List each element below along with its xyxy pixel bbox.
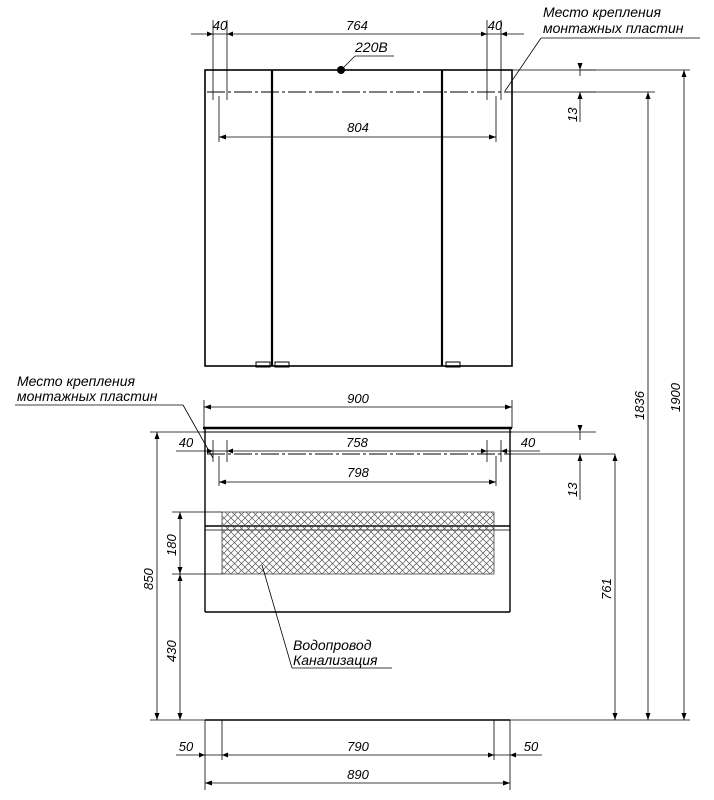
cabinet-note-leader: [505, 38, 541, 91]
power-leader: [341, 56, 355, 70]
vanity-bottom-right-label: 50: [523, 739, 539, 754]
cabinet-offset-dimension: [510, 63, 596, 122]
cabinet-mount-note-line2: монтажных пластин: [543, 20, 684, 36]
cabinet-outline: [205, 70, 512, 366]
utility-zone-base-label: 430: [164, 640, 179, 662]
pipes-label-line2: Канализация: [293, 652, 378, 668]
cabinet-span-label: 804: [347, 120, 369, 135]
cabinet-span-dimension: [219, 96, 496, 142]
pipe-height-label: 761: [599, 578, 614, 600]
vanity-dim-left-label: 40: [178, 435, 194, 450]
overall-height-dimensions: [510, 70, 690, 720]
cabinet-mount-note-line1: Место крепления: [543, 4, 662, 20]
total-height-label: 1900: [668, 383, 683, 412]
mirror-cabinet: [205, 70, 512, 367]
vanity-offset-label: 13: [565, 482, 580, 497]
vanity-dim-right-label: 40: [520, 435, 536, 450]
vanity-height-dimensions: [150, 432, 222, 720]
vanity-bottom-middle-label: 790: [347, 739, 369, 754]
vanity-mount-note-line2: монтажных пластин: [17, 388, 158, 404]
vanity-height-label: 850: [141, 568, 156, 590]
pipes-label-line1: Водопровод: [293, 637, 372, 653]
vanity-bottom-width-label: 890: [347, 767, 369, 782]
mount-height-label: 1836: [632, 391, 647, 420]
utility-zone-hatch: [222, 512, 494, 574]
vanity-bottom-left-label: 50: [178, 739, 194, 754]
cabinet-dim-right-label: 40: [487, 18, 503, 33]
vanity-mount-note-line1: Место крепления: [17, 373, 136, 389]
cabinet-dim-middle-label: 764: [346, 18, 368, 33]
utility-zone-height-label: 180: [164, 534, 179, 556]
pipes-leader: [262, 565, 292, 668]
vanity-dim-middle-label: 758: [346, 435, 368, 450]
power-label: 220В: [355, 39, 388, 55]
vanity-width-label: 900: [347, 391, 369, 406]
cabinet-offset-label: 13: [565, 107, 580, 122]
cabinet-dim-left-label: 40: [212, 18, 228, 33]
vanity-span-label: 798: [347, 465, 369, 480]
